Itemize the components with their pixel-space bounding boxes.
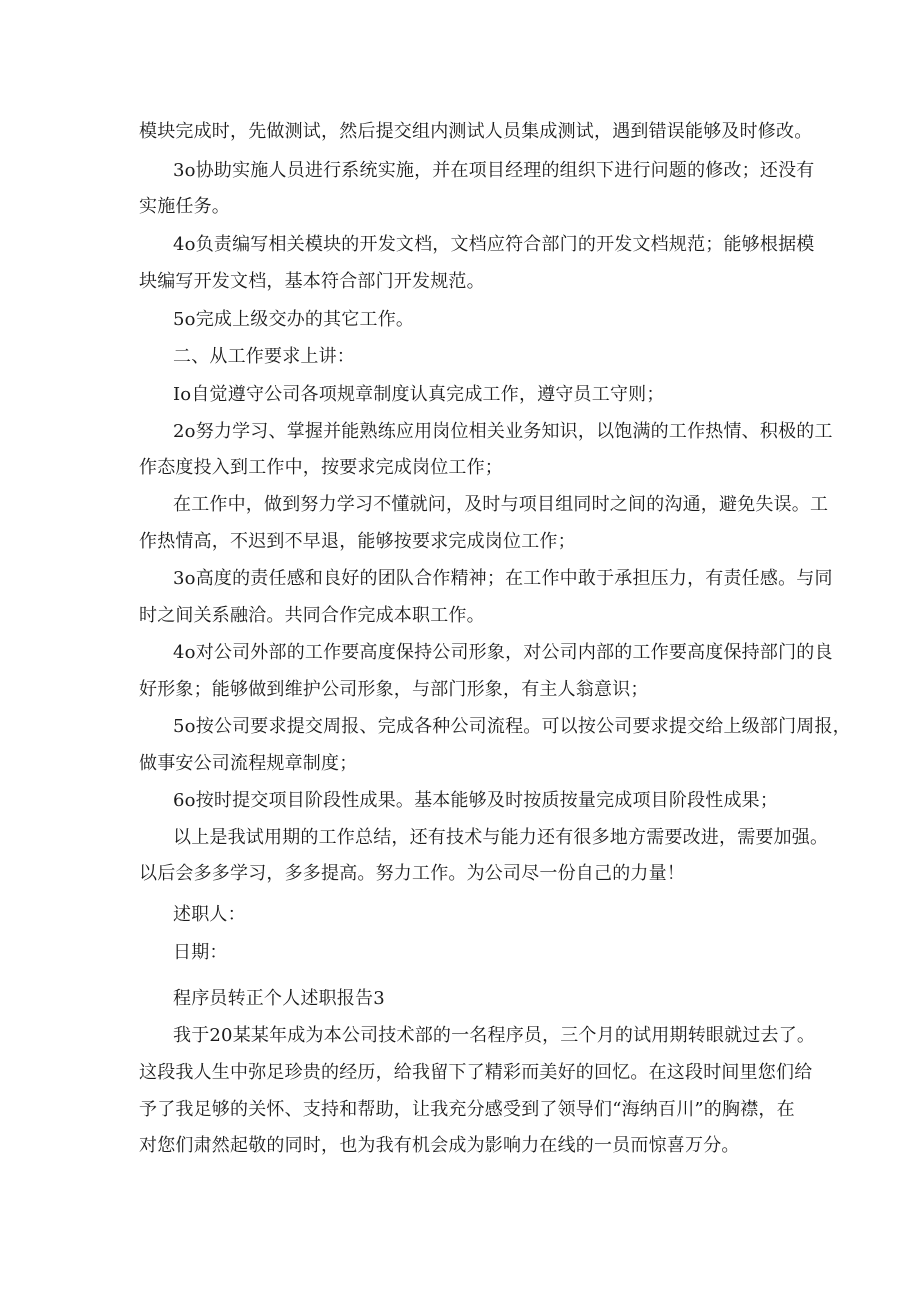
text-line: 以后会多多学习，多多提高。努力工作。为公司尽一份自己的力量！	[139, 863, 685, 884]
text-line: 实施任务。	[139, 196, 230, 217]
text-line: 对您们肃然起敬的同时，也为我有机会成为影响力在线的一员而惊喜万分。	[139, 1135, 740, 1156]
text-line: 5o按公司要求提交周报、完成各种公司流程。可以按公司要求提交给上级部门周报，	[173, 716, 851, 737]
signature-label: 述职人：	[173, 904, 246, 925]
text-line: 6o按时提交项目阶段性成果。基本能够及时按质按量完成项目阶段性成果；	[173, 790, 779, 811]
section-heading: 二、从工作要求上讲：	[173, 346, 355, 367]
text-line: 作热情高，不迟到不早退，能够按要求完成岗位工作；	[139, 531, 576, 552]
text-line: 3o协助实施人员进行系统实施，并在项目经理的组织下进行问题的修改；还没有	[173, 160, 815, 181]
text-line: 这段我人生中弥足珍贵的经历，给我留下了精彩而美好的回忆。在这段时间里您们给	[139, 1062, 813, 1083]
text-line: 做事安公司流程规章制度；	[139, 753, 358, 774]
text-line: Io自觉遵守公司各项规章制度认真完成工作，遵守员工守则；	[173, 384, 665, 405]
text-line: 以上是我试用期的工作总结，还有技术与能力还有很多地方需要改进，需要加强。	[173, 827, 829, 848]
text-line: 予了我足够的关怀、支持和帮助，让我充分感受到了领导们“海纳百川”的胸襟，在	[139, 1099, 795, 1120]
text-line: 2o努力学习、掌握并能熟练应用岗位相关业务知识，以饱满的工作热情、积极的工	[173, 421, 833, 442]
text-line: 时之间关系融洽。共同合作完成本职工作。	[139, 605, 485, 626]
text-line: 3o高度的责任感和良好的团队合作精神；在工作中敢于承担压力，有责任感。与同	[173, 568, 833, 589]
report-title: 程序员转正个人述职报告3	[173, 988, 385, 1009]
text-line: 我于20某某年成为本公司技术部的一名程序员，三个月的试用期转眼就过去了。	[173, 1025, 816, 1046]
text-line: 作态度投入到工作中，按要求完成岗位工作；	[139, 457, 503, 478]
text-line: 5o完成上级交办的其它工作。	[173, 309, 415, 330]
text-line: 块编写开发文档，基本符合部门开发规范。	[139, 271, 485, 292]
text-line: 4o负责编写相关模块的开发文档，文档应符合部门的开发文档规范；能够根据模	[173, 234, 815, 255]
date-label: 日期：	[173, 942, 228, 963]
text-line: 在工作中，做到努力学习不懂就问，及时与项目组同时之间的沟通，避免失误。工	[173, 494, 829, 515]
text-line: 4o对公司外部的工作要高度保持公司形象，对公司内部的工作要高度保持部门的良	[173, 642, 833, 663]
text-line: 模块完成时，先做测试，然后提交组内测试人员集成测试，遇到错误能够及时修改。	[139, 121, 813, 142]
text-line: 好形象；能够做到维护公司形象，与部门形象，有主人翁意识；	[139, 679, 649, 700]
